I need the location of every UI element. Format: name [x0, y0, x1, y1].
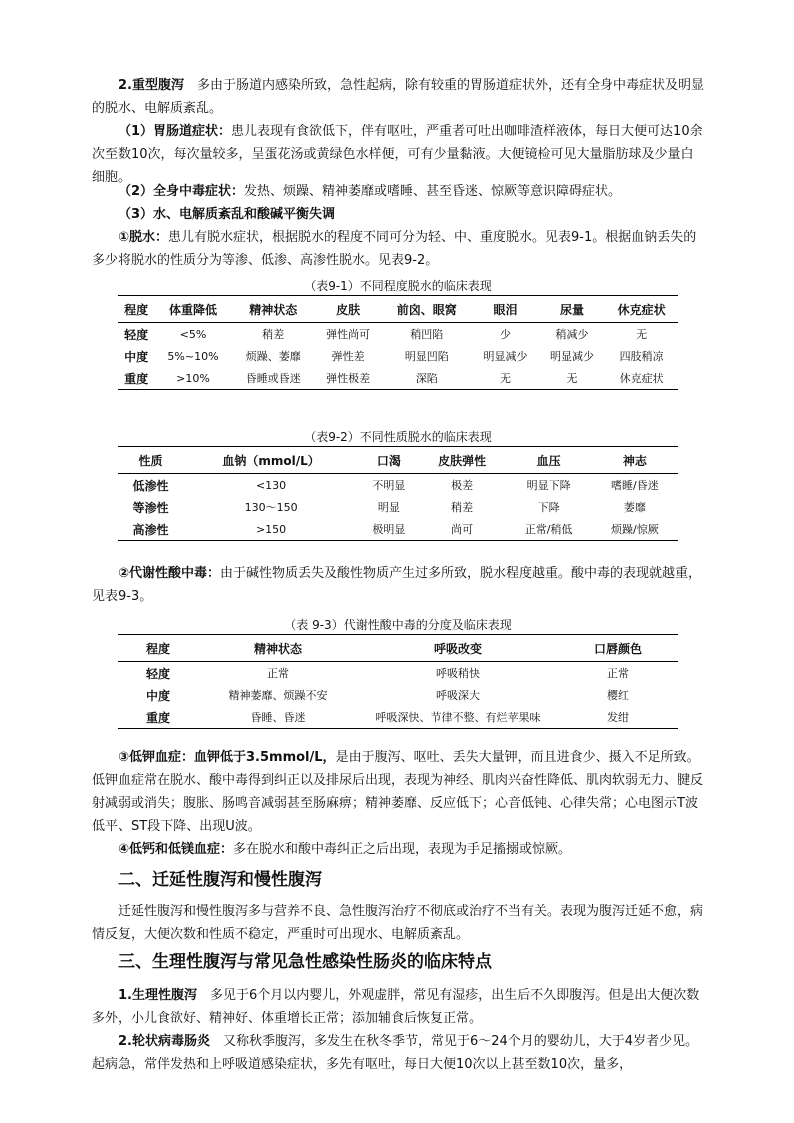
table-header-cell: 程度 [118, 635, 198, 662]
table-cell: 无 [539, 367, 606, 390]
table-cell: 轻度 [145, 666, 170, 681]
paragraph-chronic-diarrhea [92, 900, 704, 946]
paragraph-text: 又称秋季腹泻，多发生在秋冬季节，常见于6～24个月的婴幼儿，大于4岁者少见。起病急，常伴发热和上呼吸道感染症状，多先有呕吐，每日大便10次以上甚至数10次，量多， [92, 1034, 699, 1072]
paragraph-lead: ②代谢性酸中毒： [118, 566, 221, 581]
table-dehydration-nature [118, 446, 678, 541]
table-row [118, 684, 678, 706]
table-header-cell: 眼泪 [472, 296, 539, 323]
table-row [118, 706, 678, 729]
table-cell: 樱红 [607, 689, 629, 702]
table-acidosis-grade [118, 634, 678, 729]
paragraph-text: 患儿有脱水症状，根据脱水的程度不同可分为轻、中、重度脱水。见表9-1。根据血钠丢失的多少将脱水的性质分为等渗、低渗、高渗性脱水。见表9-2。 [92, 230, 697, 268]
table-header-row [118, 447, 678, 474]
table-header-cell: 性质 [118, 447, 183, 474]
table-cell: 呼吸深快、节律不整、有烂苹果味 [358, 706, 558, 729]
table-header-cell: 口渴 [359, 447, 419, 474]
paragraph-severe-diarrhea [92, 74, 704, 120]
paragraph-text: 迁延性腹泻和慢性腹泻多与营养不良、急性腹泻治疗不彻底或治疗不当有关。表现为腹泻迁延不愈，病情反复，大便次数和性质不稳定，严重时可出现水、电解质紊乱。 [92, 904, 704, 942]
table-cell: 中度 [124, 349, 149, 364]
paragraph-text: 患儿表现有食欲低下，伴有呕吐，严重者可吐出咖啡渣样液体，每日大便可达10余次至数10次，每次量较多，呈蛋花汤或黄绿色水样便，可有少量黏液。大便镜检可见大量脂肪球及少量白细胞。 [92, 124, 703, 185]
table-cell: >10% [154, 367, 231, 390]
table-caption-9-1: （表9-1）不同程度脱水的临床表现 [304, 279, 492, 293]
paragraph-rotavirus-enteritis [92, 1030, 704, 1076]
table-cell: >150 [183, 518, 359, 541]
table-cell: 弹性极差 [315, 367, 382, 390]
paragraph-metabolic-acidosis [92, 562, 704, 608]
paragraph-lead: ①脱水： [118, 230, 169, 245]
table-header-cell: 精神状态 [232, 296, 315, 323]
table-cell: 弹性尚可 [326, 328, 371, 341]
table-header-cell: 呼吸改变 [358, 635, 558, 662]
table-header-row [118, 296, 678, 323]
paragraph-lead: 1.生理性腹泻 [118, 988, 197, 1003]
table-row [118, 367, 678, 390]
table-cell: 正常 [607, 667, 629, 680]
table-cell: 不明显 [372, 479, 406, 492]
table-cell: 明显凹陷 [404, 350, 449, 363]
table-cell: <130 [255, 478, 287, 492]
table-cell: 等渗性 [132, 500, 169, 515]
table-cell: 嗜睡/昏迷 [611, 479, 659, 492]
table-row [118, 496, 678, 518]
table-row [118, 323, 678, 346]
paragraph-text: 发热、烦躁、精神萎靡或嗜睡、甚至昏迷、惊厥等意识障碍症状。 [244, 184, 622, 199]
paragraph-hypokalemia [92, 746, 704, 838]
table-cell: 高渗性 [118, 518, 183, 541]
table-cell: 无 [636, 328, 648, 341]
table-cell: 明显 [377, 501, 400, 514]
table-cell: 正常/稍低 [505, 518, 591, 541]
table-header-cell: 程度 [118, 296, 154, 323]
table-cell: 稍差 [451, 501, 474, 514]
table-cell: 烦躁/惊厥 [592, 518, 678, 541]
table-cell: 明显减少 [483, 350, 528, 363]
table-cell: 重度 [118, 367, 154, 390]
table-caption-9-3: （表 9-3）代谢性酸中毒的分度及临床表现 [284, 618, 512, 632]
table-cell: 重度 [118, 706, 198, 729]
table-header-cell: 口唇颜色 [558, 635, 678, 662]
table-cell: 明显下降 [526, 479, 571, 492]
table-cell: 5%~10% [167, 349, 219, 363]
paragraph-lead: （1）胃肠道症状： [118, 124, 232, 139]
paragraph-text: 由于碱性物质丢失及酸性物质产生过多所致，脱水程度越重。酸中毒的表现就越重，见表9-3。 [92, 566, 702, 604]
table-cell: 呼吸稍快 [436, 667, 480, 680]
table-row [118, 518, 678, 541]
table-header-row [118, 635, 678, 662]
table-header-cell: 体重降低 [154, 296, 231, 323]
table-cell: <5% [179, 327, 207, 341]
table-cell: 稍减少 [555, 328, 589, 341]
table-cell: 弹性差 [331, 350, 365, 363]
table-cell: 深陷 [381, 367, 472, 390]
table-row [118, 662, 678, 685]
table-cell: 正常 [267, 667, 289, 680]
paragraph-hypocalcemia [92, 838, 704, 861]
paragraph-dehydration [92, 226, 704, 272]
paragraph-lead: （2）全身中毒症状： [118, 184, 245, 199]
paragraph-electrolyte-heading [92, 203, 704, 226]
paragraph-systemic-toxicity [92, 180, 704, 203]
section-heading-physiological-diarrhea: 三、生理性腹泻与常见急性感染性肠炎的临床特点 [118, 952, 492, 972]
table-cell: 萎靡 [623, 501, 646, 514]
table-caption-9-2: （表9-2）不同性质脱水的临床表现 [304, 430, 492, 444]
table-cell: 呼吸深大 [436, 689, 480, 702]
table-cell: 昏睡、昏迷 [198, 706, 358, 729]
table-header-cell: 血钠（mmol/L） [183, 447, 359, 474]
table-row [118, 345, 678, 367]
table-cell: 无 [472, 367, 539, 390]
table-cell: 极差 [451, 479, 474, 492]
table-header-cell: 神志 [592, 447, 678, 474]
table-cell: 休克症状 [605, 367, 678, 390]
table-cell: 稍差 [262, 328, 285, 341]
table-header-cell: 前囟、眼窝 [381, 296, 472, 323]
table-cell: 130～150 [244, 501, 298, 514]
paragraph-text: 多见于6个月以内婴儿，外观虚胖，常见有湿疹，出生后不久即腹泻。但是出大便次数多外，小儿食欲好、精神好、体重增长正常；添加辅食后恢复正常。 [92, 988, 700, 1026]
paragraph-text: 多由于肠道内感染所致，急性起病，除有较重的胃肠道症状外，还有全身中毒症状及明显的脱水、电解质紊乱。 [92, 78, 704, 116]
paragraph-physiological-diarrhea [92, 984, 704, 1030]
table-header-cell: 精神状态 [198, 635, 358, 662]
table-cell: 四肢稍凉 [619, 350, 664, 363]
table-header-cell: 尿量 [539, 296, 606, 323]
paragraph-lead: ④低钙和低镁血症： [118, 842, 234, 857]
table-cell: 明显减少 [550, 350, 595, 363]
table-cell: 发绀 [558, 706, 678, 729]
table-row [118, 474, 678, 497]
table-header-cell: 皮肤弹性 [419, 447, 506, 474]
table-cell: 轻度 [124, 327, 149, 342]
paragraph-text: 是由于腹泻、呕吐、丢失大量钾，而且进食少、摄入不足所致。低钾血症常在脱水、酸中毒得到纠正以及排尿后出现，表现为神经、肌肉兴奋性降低、肌肉软弱无力、腱反射减弱或消失；腹胀、肠鸣音减弱甚至肠麻痹；精神萎靡、反应低下；心音低钝、心律失常；心电图示T波低平、ST段下降、出现U波。 [92, 750, 704, 834]
paragraph-text: 多在脱水和酸中毒纠正之后出现，表现为手足搐搦或惊厥。 [233, 842, 572, 857]
table-header-cell: 血压 [505, 447, 591, 474]
paragraph-gi-symptoms [92, 120, 704, 189]
paragraph-lead: 2.重型腹泻 [118, 78, 184, 93]
table-dehydration-degree [118, 295, 678, 390]
table-cell: 低渗性 [132, 478, 169, 493]
table-cell: 稍凹陷 [410, 328, 444, 341]
table-cell: 烦躁、萎靡 [245, 350, 301, 363]
table-cell: 少 [499, 328, 511, 341]
table-cell: 尚可 [419, 518, 506, 541]
table-cell: 精神萎靡、烦躁不安 [228, 689, 328, 702]
table-header-cell: 皮肤 [315, 296, 382, 323]
table-cell: 极明显 [359, 518, 419, 541]
paragraph-lead: ③低钾血症：血钾低于3.5mmol/L， [118, 750, 336, 765]
table-cell: 下降 [537, 501, 560, 514]
paragraph-lead: （3）水、电解质紊乱和酸碱平衡失调 [118, 207, 336, 222]
table-cell: 中度 [145, 688, 170, 703]
section-heading-chronic-diarrhea: 二、迁延性腹泻和慢性腹泻 [118, 870, 322, 890]
table-header-cell: 休克症状 [605, 296, 678, 323]
paragraph-lead: 2.轮状病毒肠炎 [118, 1034, 210, 1049]
table-cell: 昏睡或昏迷 [232, 367, 315, 390]
